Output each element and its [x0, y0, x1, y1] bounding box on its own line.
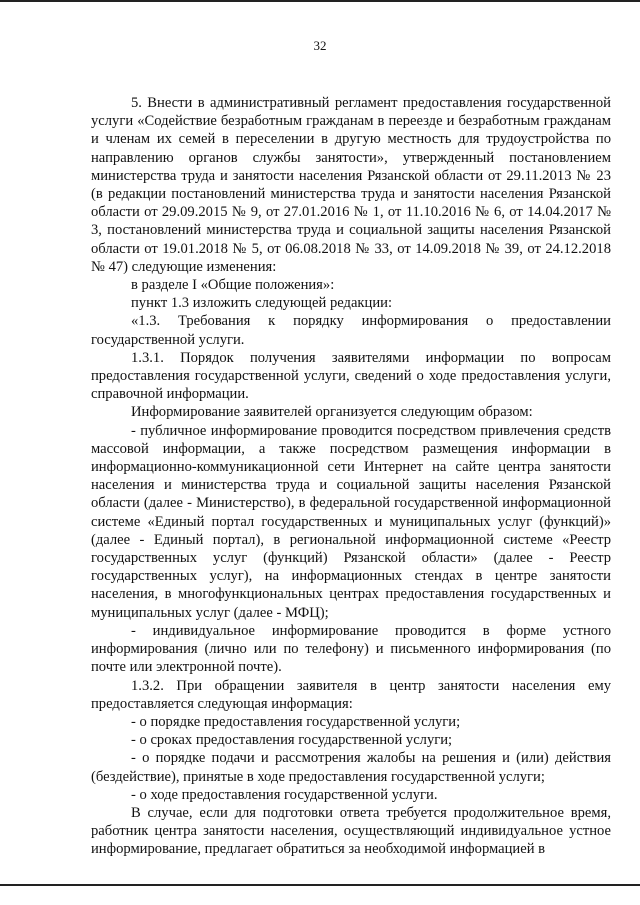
list-item-procedure: - о порядке предоставления государственной услуги; — [131, 713, 461, 730]
paragraph-long-response: В случае, если для подготовки ответа требуется продолжительное время, работник центра занятости населения, осуществляющий индивидуальное устное информирование, предлагает обратиться за необходимой информацией в — [91, 804, 611, 858]
scan-edge-bottom — [0, 884, 640, 886]
paragraph-clause-1-3-1: 1.3.1. Порядок получения заявителями информации по вопросам предоставления государственной услуги, сведений о ходе предоставления услуги, справочной информации. — [91, 349, 611, 403]
list-item-public-informing: - публичное информирование проводится посредством привлечения средств массовой информации, а также посредством размещения информации в информационно-коммуникационной сети Интернет на сайте центра занятости населения и министерства труда и социальной защиты населения Рязанской области (далее - Министерство), в федеральной государственной информационной системе «Единый портал государственных и муниципальных услуг (функций)» (далее - Единый портал), в региональной информационной системе «Реестр государственных услуг (функций) Рязанской области» (далее - Реестр государственных услуг), на информационных стендах в центре занятости населения, в многофункциональных центрах предоставления государственных и муниципальных услуг (далее - МФЦ); — [91, 422, 611, 621]
list-item-individual-informing: - индивидуальное информирование проводится в форме устного информирования (лично или по телефону) и письменного информирования (по почте или электронной почте). — [91, 622, 611, 676]
paragraph-section-reference: в разделе I «Общие положения»: — [131, 277, 335, 294]
scan-edge-top — [0, 0, 640, 2]
paragraph-clause-instruction: пункт 1.3 изложить следующей редакции: — [131, 295, 392, 312]
list-item-deadlines: - о сроках предоставления государственной услуги; — [131, 732, 453, 749]
page-number: 32 — [313, 38, 327, 53]
list-item-progress: - о ходе предоставления государственной услуги. — [131, 786, 438, 803]
paragraph-clause-1-3-2: 1.3.2. При обращении заявителя в центр занятости населения ему предоставляется следующая информация: — [91, 677, 611, 712]
paragraph-clause-1-3: «1.3. Требования к порядку информирования о предоставлении государственной услуги. — [91, 313, 611, 348]
paragraph-amendment-intro: 5. Внести в административный регламент предоставления государственной услуги «Содействие безработным гражданам в переезде и безработным гражданам и членам их семей в переселении в другую местность для трудоустройства по направлению органов службы занятости», утвержденный постановлением министерства труда и занятости населения Рязанской области от 29.11.2013 № 23 (в редакции постановлений министерства труда и занятости населения Рязанской области от 29.09.2015 № 9, от 27.01.2016 № 1, от 11.10.2016 № 6, от 14.04.2017 № 3, постановлений министерства труда и социальной защиты населения Рязанской области от 19.01.2018 № 5, от 06.08.2018 № 33, от 14.09.2018 № 39, от 24.12.2018 № 47) следующие изменения: — [91, 95, 611, 275]
paragraph-informing-intro: Информирование заявителей организуется следующим образом: — [131, 404, 533, 421]
list-item-complaints: - о порядке подачи и рассмотрения жалобы на решения и (или) действия (бездействие), принятые в ходе предоставления государственной услуги; — [91, 750, 611, 785]
document-body — [91, 94, 611, 859]
